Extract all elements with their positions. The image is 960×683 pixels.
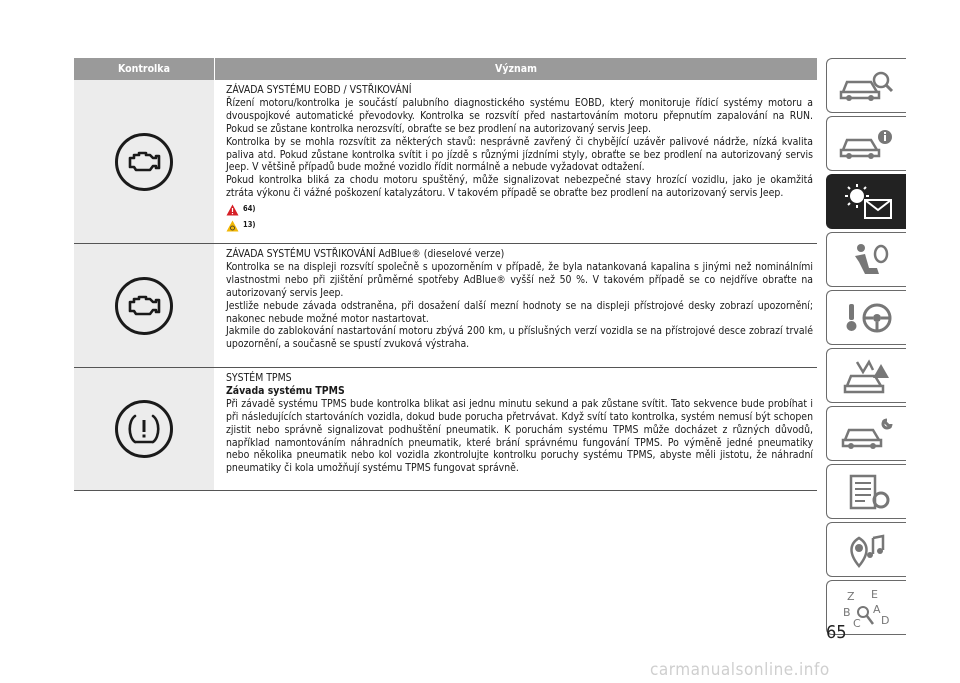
- row-paragraph: Kontrolka se na displeji rozsvítí společně s upozorněním v případě, že byla natankovaná kapalina s jinými než nominálními vlastnostmi nebo při zjištění průměrné spotřeby AdBlue® vyšší než 50 %. V takovém případě se co nejdříve obraťte na autorizovaný servis Jeep.: [226, 260, 813, 299]
- row-subtitle: Závada systému TPMS: [226, 384, 345, 397]
- table-row: [74, 80, 817, 244]
- tab-steering[interactable]: [826, 290, 906, 345]
- svg-text:Z: Z: [846, 589, 855, 603]
- svg-text:A: A: [872, 602, 881, 616]
- tab-emergency[interactable]: [826, 348, 906, 403]
- engine-warning-icon: [115, 133, 173, 191]
- engine-warning-icon: [115, 277, 173, 335]
- icon-cell: [74, 368, 214, 490]
- tab-specifications[interactable]: [826, 464, 906, 519]
- tab-warning-lights[interactable]: [826, 174, 906, 229]
- table-row: [74, 244, 817, 368]
- warning-note[interactable]: [226, 203, 813, 216]
- row-title: SYSTÉM TPMS: [226, 372, 292, 384]
- row-title: ZÁVADA SYSTÉMU VSTŘIKOVÁNÍ AdBlue® (dieselové verze): [226, 248, 505, 260]
- tab-car-info[interactable]: [826, 116, 906, 171]
- svg-text:B: B: [842, 605, 851, 619]
- tab-car-search[interactable]: [826, 58, 906, 113]
- row-title: ZÁVADA SYSTÉMU EOBD / VSTŘIKOVÁNÍ: [226, 84, 412, 96]
- row-paragraph: Při závadě systému TPMS bude kontrolka blikat asi jednu minutu sekund a pak zůstane svítit. Tato sekvence bude probíhat i při následujících startováních vozidla, dokud bude porucha přetrvávat. Když svítí tato kontrolka, systém nemusí být schopen zjistit nebo správně signalizovat podhuštění pneumatik. K poruchám systému TPMS může docházet z různých důvodů, například namontováním náhradních pneumatik, které brání správnému fungování TPMS. Po výměně jedné pneumatiky nebo několika pneumatik nebo kol vozidla zkontrolujte kontrolku poruchy systému TPMS, abyste měli jistotu, že náhradní pneumatiky či kola umožňují systému TPMS fungovat správně.: [226, 397, 813, 475]
- icon-cell: [74, 80, 214, 243]
- tab-airbag[interactable]: [826, 232, 906, 287]
- warning-lights-table: [74, 58, 817, 491]
- car-search-icon: [837, 68, 897, 104]
- svg-text:E: E: [870, 587, 878, 601]
- car-service-icon: [837, 414, 897, 454]
- airbag-seat-icon: [837, 240, 897, 280]
- description-cell: [214, 80, 817, 243]
- warning-note[interactable]: [226, 219, 813, 232]
- specifications-icon: [837, 472, 897, 512]
- row-paragraph: Pokud kontrolka bliká za chodu motoru spuštěný, může signalizovat nebezpečné stavy hrozící vozidlu, jako je okamžitá ztráta výkonu či vážné poškození katalyzátoru. V takovém případě se obraťte bez prodlení na autorizovaný servis Jeep.: [226, 174, 813, 200]
- car-info-icon: [837, 126, 897, 162]
- header-vyznam: Význam: [214, 58, 817, 80]
- tab-service[interactable]: [826, 406, 906, 461]
- danger-triangle-icon: [226, 204, 239, 216]
- steering-wheel-icon: [837, 298, 897, 338]
- multimedia-icon: [837, 530, 897, 570]
- table-row: [74, 368, 817, 491]
- table-header: [74, 58, 817, 80]
- warning-lights-icon: [837, 182, 897, 222]
- watermark: carmanualsonline.info: [650, 660, 830, 680]
- caution-triangle-icon: [226, 220, 239, 232]
- car-crash-icon: [837, 356, 897, 396]
- row-paragraph: Jakmile do zablokování nastartování motoru zbývá 200 km, u příslušných verzí vozidla se na přístrojové desce zobrazí trvalé upozornění, a současně se spustí zvuková výstraha.: [226, 325, 813, 351]
- note-ref: 13): [243, 220, 256, 230]
- icon-cell: [74, 244, 214, 367]
- note-ref: 64): [243, 204, 256, 214]
- tpms-warning-icon: [115, 400, 173, 458]
- tab-multimedia[interactable]: [826, 522, 906, 577]
- description-cell: [214, 244, 817, 367]
- row-paragraph: Jestliže nebude závada odstraněna, při dosažení další mezní hodnoty se na displeji přístrojové desky zobrazí upozornění; nakonec nebude možné motor nastartovat.: [226, 299, 813, 325]
- page-number: 65: [826, 622, 847, 643]
- row-paragraph: Kontrolka by se mohla rozsvítit za některých stavů: nesprávně zavřený či chybějící uzávěr palivové nádrže, nízká kvalita paliva atd. Pokud zůstane kontrolka svítit i po jízdě s různými jízdními styly, obraťte se bez prodlení na autorizovaný servis Jeep. V většině případů bude možné vozidlo řídit normálně a nebude vyžadovat odtažení.: [226, 135, 813, 174]
- chapter-sidebar: [826, 58, 906, 638]
- header-kontrolka: Kontrolka: [118, 63, 170, 75]
- svg-text:C: C: [852, 616, 861, 630]
- description-cell: [214, 368, 817, 490]
- row-paragraph: Řízení motoru/kontrolka je součástí palubního diagnostického systému EOBD, který monitoruje řídicí systémy motoru a dvouspojkové automatické převodovky. Kontrolka se rozsvítí před nastartováním motoru přepnutím zapalování na RUN. Pokud se zůstane kontrolka nerozsvítí, obraťte se bez prodlení na autorizovaný servis Jeep.: [226, 96, 813, 135]
- svg-text:D: D: [880, 613, 889, 627]
